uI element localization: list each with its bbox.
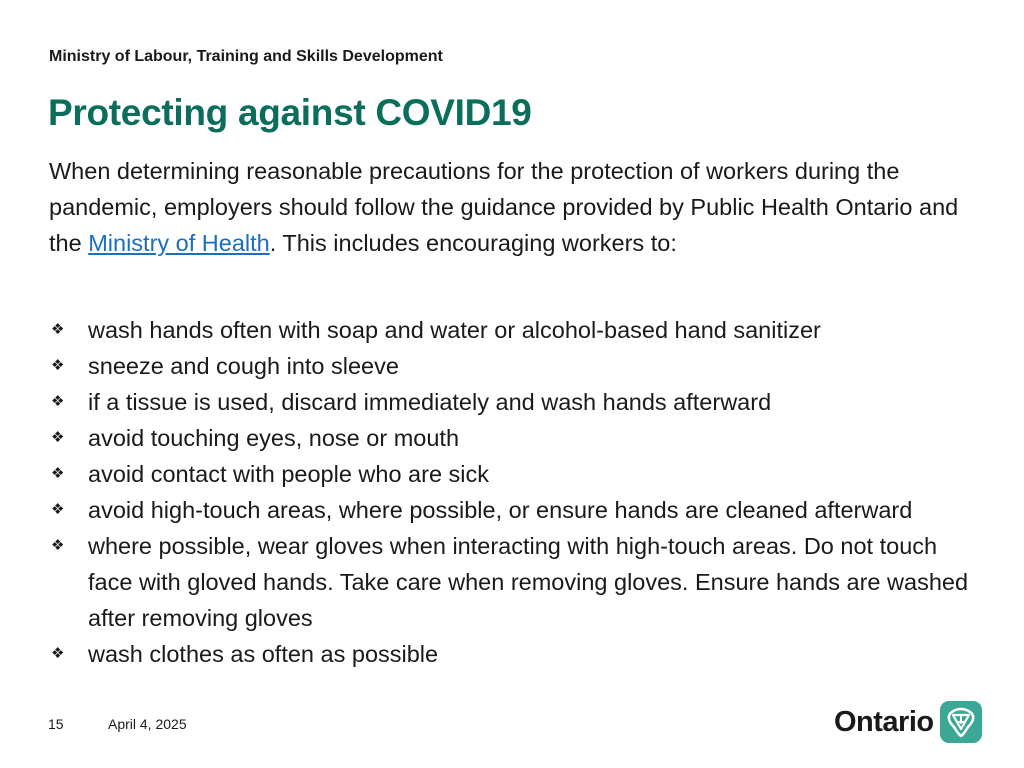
list-item-text: where possible, wear gloves when interacting with high-touch areas. Do not touch face with gloved hands. Take care when removing gloves. Ensure hands are washed after removing gloves — [88, 533, 969, 631]
ministry-name: Ministry of Labour, Training and Skills Development — [49, 48, 443, 65]
intro-paragraph — [49, 153, 979, 261]
intro-text-after-link: . This includes encouraging workers to: — [269, 230, 677, 256]
diamond-bullet-icon: ❖ — [51, 501, 65, 518]
list-item-text: if a tissue is used, discard immediately and wash hands afterward — [88, 389, 772, 415]
list-item-text: avoid touching eyes, nose or mouth — [88, 425, 460, 451]
ontario-logo — [834, 700, 982, 744]
list-item-text: avoid high-touch areas, where possible, or ensure hands are cleaned afterward — [88, 497, 913, 523]
list-item — [49, 312, 979, 348]
precautions-list — [49, 312, 979, 672]
ministry-of-health-link[interactable]: Ministry of Health — [88, 230, 270, 256]
page-number: 15 — [48, 716, 64, 732]
list-item — [49, 492, 979, 528]
diamond-bullet-icon: ❖ — [51, 357, 65, 374]
diamond-bullet-icon: ❖ — [51, 429, 65, 446]
list-item — [49, 384, 979, 420]
slide-date: April 4, 2025 — [108, 716, 187, 732]
slide-title: Protecting against COVID19 — [48, 92, 532, 133]
list-item-text: sneeze and cough into sleeve — [88, 353, 399, 379]
diamond-bullet-icon: ❖ — [51, 465, 65, 482]
list-item — [49, 636, 979, 672]
diamond-bullet-icon: ❖ — [51, 537, 65, 554]
diamond-bullet-icon: ❖ — [51, 321, 65, 338]
ontario-logo-text: Ontario — [834, 705, 934, 738]
list-item — [49, 348, 979, 384]
trillium-icon — [940, 701, 982, 743]
list-item-text: wash hands often with soap and water or alcohol-based hand sanitizer — [88, 317, 821, 343]
intro-text-before-link: When determining reasonable precautions for the protection of workers during the pandemic, employers should follow the guidance provided by Public Health Ontario and the — [49, 158, 959, 256]
diamond-bullet-icon: ❖ — [51, 393, 65, 410]
list-item-text: avoid contact with people who are sick — [88, 461, 490, 487]
diamond-bullet-icon: ❖ — [51, 645, 65, 662]
list-item — [49, 456, 979, 492]
list-item — [49, 528, 979, 636]
list-item-text: wash clothes as often as possible — [88, 641, 439, 667]
list-item — [49, 420, 979, 456]
